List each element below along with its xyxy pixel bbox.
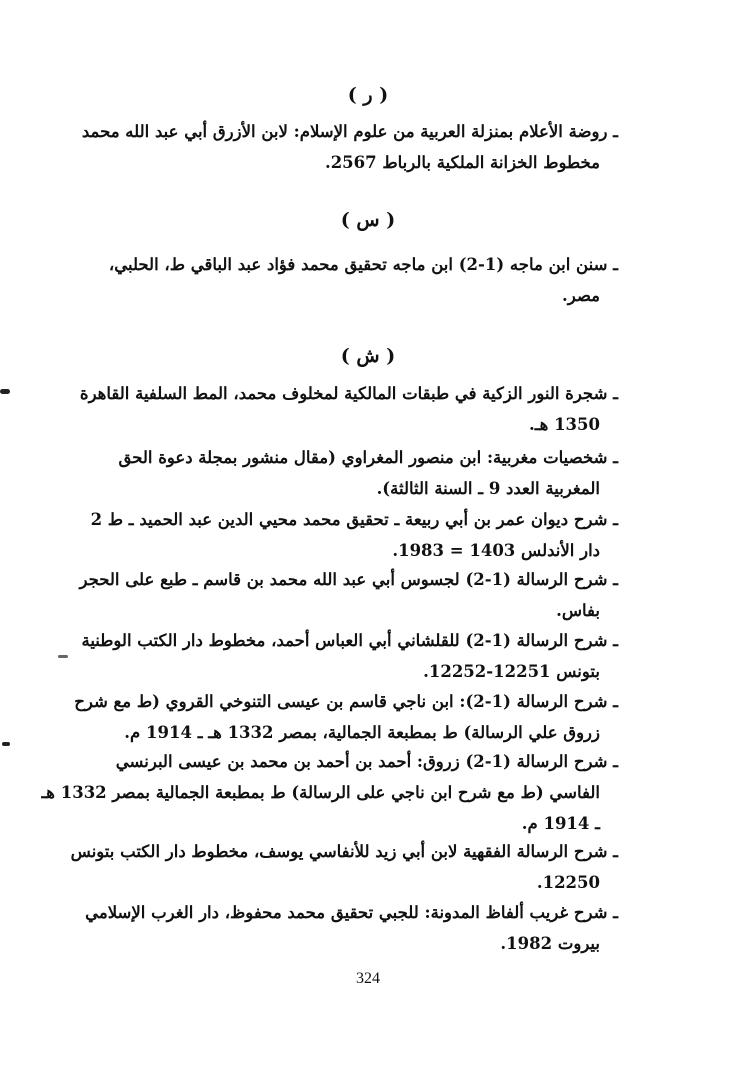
section-heading-shin: ( ش )	[340, 345, 396, 367]
entry-line: ـ شرح الرسالة (1-2) لجسوس أبي عبد الله محمد بن قاسم ـ طبع على الحجر	[79, 570, 618, 589]
entry-line: ـ شرح الرسالة (1-2) زروق: أحمد بن أحمد بن محمد بن عيسى البرنسي	[115, 752, 618, 771]
entry-line: ـ شرح غريب ألفاظ المدونة: للجبي تحقيق محمد محفوظ، دار الغرب الإسلامي	[85, 903, 618, 922]
entry-line: ـ روضة الأعلام بمنزلة العربية من علوم الإسلام: لابن الأزرق أبي عبد الله محمد	[81, 122, 618, 141]
bibliography-entry	[58, 686, 618, 748]
margin-mark	[2, 742, 10, 746]
section-heading-ra: ( ر )	[347, 84, 389, 106]
entry-line: ـ شرح الرسالة الفقهية لابن أبي زيد للأنفاسي يوسف، مخطوط دار الكتب بتونس	[70, 842, 618, 861]
entry-line: مخطوط الخزانة الملكية بالرباط 2567.	[324, 153, 600, 172]
entry-line: المغربية العدد 9 ـ السنة الثالثة).	[376, 479, 600, 498]
bibliography-entry	[58, 116, 618, 178]
bibliography-entry	[58, 378, 618, 440]
entry-line: الفاسي (ط مع شرح ابن ناجي على الرسالة) ط بمطبعة الجمالية بمصر 1332 هـ	[41, 783, 600, 802]
entry-line: زروق علي الرسالة) ط بمطبعة الجمالية، بمصر 1332 هـ ـ 1914 م.	[124, 723, 600, 742]
entry-line: ـ شجرة النور الزكية في طبقات المالكية لمخلوف محمد، المط السلفية القاهرة	[79, 384, 618, 403]
bibliography-entry	[58, 442, 618, 504]
entry-line: بيروت 1982.	[500, 934, 600, 953]
bibliography-entry	[58, 625, 618, 687]
entry-line: ـ شرح الرسالة (1-2): ابن ناجي قاسم بن عيسى التنوخي القروي (ط مع شرح	[74, 692, 618, 711]
entry-line: ـ شرح الرسالة (1-2) للقلشاني أبي العباس أحمد، مخطوط دار الكتب الوطنية	[81, 631, 618, 650]
bibliography-entry	[58, 504, 618, 566]
section-heading-sin: ( س )	[340, 209, 396, 231]
entry-line: ـ 1914 م.	[521, 814, 600, 833]
entry-line: بتونس 12251-12252.	[423, 662, 600, 681]
bibliography-entry	[58, 897, 618, 959]
bibliography-entry	[58, 249, 618, 311]
entry-line: دار الأندلس 1403 = 1983.	[392, 541, 600, 560]
entry-line: ـ شخصيات مغربية: ابن منصور المغراوي (مقال منشور بمجلة دعوة الحق	[118, 448, 618, 467]
page-number: 324	[356, 970, 380, 987]
entry-line: مصر.	[562, 286, 600, 305]
bibliography-entry	[58, 836, 618, 898]
entry-line: ـ سنن ابن ماجه (1-2) ابن ماجه تحقيق محمد فؤاد عبد الباقي ط، الحلبي،	[108, 255, 618, 274]
entry-line: 12250.	[536, 873, 600, 892]
entry-line: بفاس.	[556, 601, 600, 620]
bibliography-entry	[41, 746, 618, 839]
bibliography-entry	[58, 564, 618, 626]
margin-mark	[0, 389, 10, 394]
margin-mark	[58, 655, 68, 658]
entry-line: ـ شرح ديوان عمر بن أبي ربيعة ـ تحقيق محمد محيي الدين عبد الحميد ـ ط 2	[90, 510, 618, 529]
entry-line: 1350 هـ.	[529, 415, 600, 434]
